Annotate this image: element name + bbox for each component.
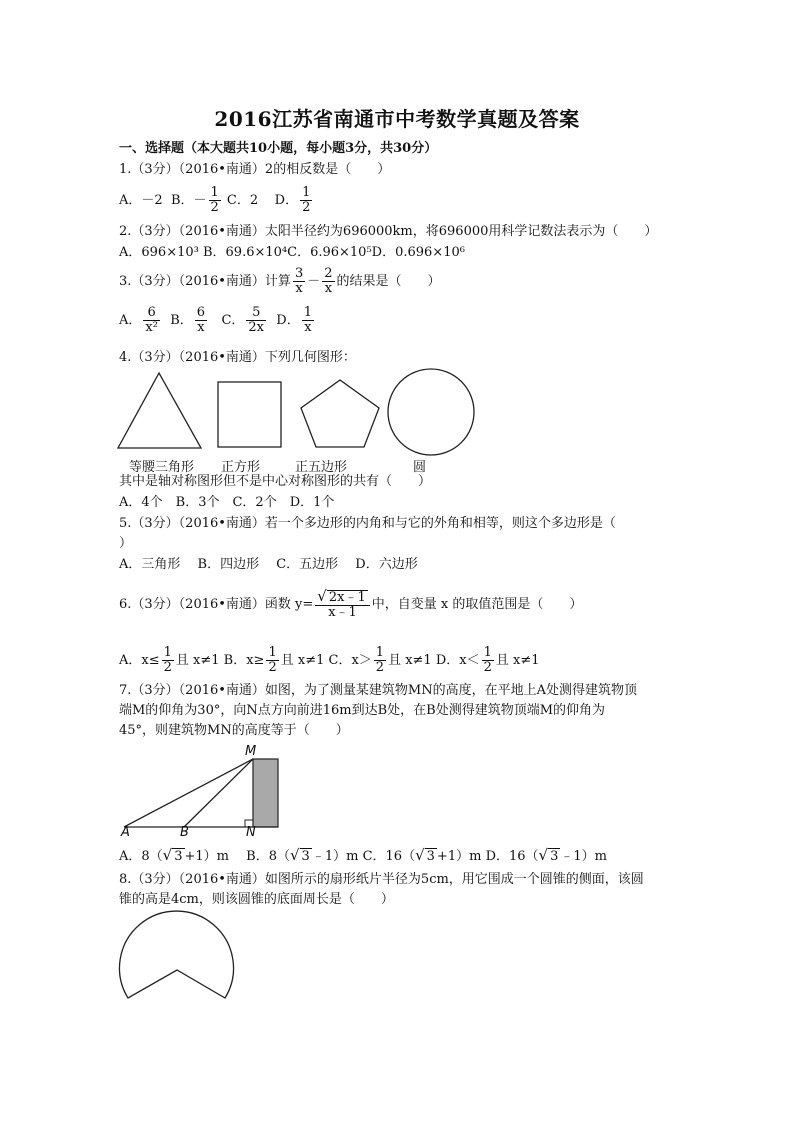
line-BM: [184, 759, 253, 827]
q5-stem-line1: 5.（3分）（2016•南通）若一个多边形的内角和与它的外角和相等，则这个多边形是（: [119, 516, 616, 531]
q3-b-fraction: $\frac{6}{x}$: [196, 305, 206, 335]
q5-options: A．三角形 B．四边形 C．五边形 D．六边形: [119, 557, 418, 572]
q1-option-a: A．－2: [119, 193, 163, 208]
q4-question: 其中是轴对称图形但不是中心对称图形的共有（ ）: [119, 474, 432, 489]
q1-d-fraction: $\frac{1}{2}$: [302, 185, 311, 215]
label-pentagon: 正五边形: [295, 460, 348, 475]
q2-stem: 2.（3分）（2016•南通）太阳半径约为696000km，将696000用科学记数法表示为（ ）: [119, 224, 658, 239]
square-shape: [218, 382, 281, 447]
q7-option-b: B．8（√ 3 ﹣1）m: [246, 846, 359, 864]
q2-options: A．696×10³ B．69.6×10⁴C．6.96×10⁵D．0.696×10⁶: [119, 245, 465, 260]
point-label-N: N: [246, 825, 256, 840]
section-heading: 一、选择题（本大题共10小题，每小题3分，共30分）: [119, 141, 438, 156]
q3-fraction-2: $\frac{2}{x}$: [324, 266, 333, 296]
q3-options: A． $\frac{6}{\text{x²}}$ B． $\frac{6}{x}$ C． $\frac{5}{2x}$ D． $\frac{1}{x}$: [119, 305, 312, 335]
q4-shapes-figure: [115, 368, 485, 454]
q7-stem-line2: 端M的仰角为30°，向N点方向前进16m到达B处，在B处测得建筑物顶端M的仰角为: [119, 703, 606, 718]
q6-options: A．x≤ $\frac{1}{2}$ 且 x≠1 B．x≥ $\frac{1}{2}$ 且 x≠1 C．x＞ $\frac{1}{2}$ 且 x≠1 D．x＜ $\frac{1}{2}$ 且 x≠1: [119, 645, 540, 675]
q1-option-c: C．2: [226, 193, 259, 208]
q3-stem: 3.（3分）（2016•南通）计算 $\frac{3}{x}$ － $\frac{2}{x}$ 的结果是（ ）: [119, 266, 441, 296]
q8-sector-figure: [118, 915, 240, 1010]
page-title: 2016江苏省南通市中考数学真题及答案: [214, 107, 580, 131]
building-rect: [253, 759, 278, 827]
q1-b-fraction: $\frac{1}{2}$: [210, 185, 219, 215]
q3-fraction-1: $\frac{3}{x}$: [294, 266, 304, 296]
q1-stem: 1.（3分）（2016•南通）2的相反数是（ ）: [119, 162, 391, 177]
q7-options: [119, 847, 607, 865]
q1-option-d: D．: [274, 193, 299, 208]
q7-option-a: A．8（√ 3 +1）m: [119, 846, 243, 864]
sector-shape: [120, 911, 234, 998]
q7-option-d: D．16（√ 3 ﹣1）m: [485, 846, 607, 864]
q1-options: [119, 186, 314, 215]
q3-d-fraction: $\frac{1}{x}$: [303, 305, 312, 335]
q4-options: A．4个 B．3个 C．2个 D．1个: [119, 495, 335, 510]
q4-stem: 4.（3分）（2016•南通）下列几何图形：: [119, 350, 356, 365]
label-isosceles-triangle: 等腰三角形: [129, 460, 195, 475]
q7-option-c: C．16（√ 3 +1）m: [362, 846, 482, 864]
q3-a-fraction: $\frac{6}{\text{x²}}$: [145, 305, 158, 335]
q5-stem-line2: ）: [119, 536, 133, 551]
q7-building-figure: [118, 742, 288, 842]
line-AM: [124, 759, 253, 827]
point-label-A: A: [121, 825, 130, 840]
label-square: 正方形: [221, 460, 261, 475]
point-label-B: B: [180, 825, 189, 840]
q7-stem-line3: 45°，则建筑物MN的高度等于（ ）: [119, 723, 349, 738]
q1-option-b: B．－: [170, 193, 207, 208]
q6-stem: 6.（3分）（2016•南通）函数 y= $\frac{√ 2x﹣1}{x﹣1}$ 中，自变量 x 的取值范围是（ ）: [119, 587, 583, 620]
q3-c-fraction: $\frac{5}{2x}$: [248, 305, 265, 335]
isosceles-triangle-shape: [118, 373, 201, 448]
regular-pentagon-shape: [301, 380, 379, 447]
q7-stem-line1: 7.（3分）（2016•南通）如图，为了测量某建筑物MN的高度，在平地上A处测得建筑物顶: [119, 683, 638, 698]
label-circle: 圆: [413, 460, 427, 475]
q8-stem-line1: 8.（3分）（2016•南通）如图所示的扇形纸片半径为5cm，用它围成一个圆锥的侧面，该圆: [119, 872, 644, 887]
q6-function-fraction: $\frac{√ 2x﹣1}{x﹣1}$: [315, 589, 369, 620]
point-label-M: M: [245, 744, 257, 759]
circle-shape: [388, 369, 474, 455]
q8-stem-line2: 锥的高是4cm，则该圆锥的底面周长是（ ）: [119, 892, 394, 907]
